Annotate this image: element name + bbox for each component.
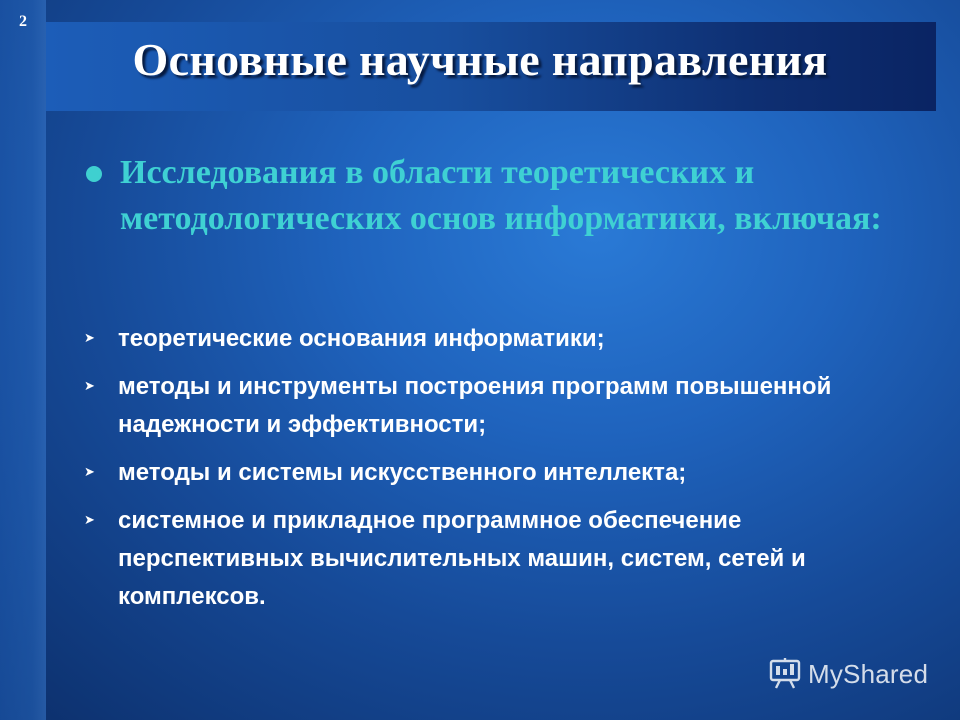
presentation-board-icon [768,657,802,691]
list-item-text: методы и инструменты построения программ повышенной надежности и эффективности; [118,373,832,438]
slide-number: 2 [19,13,27,30]
main-point [86,150,906,242]
list-item-text: методы и системы искусственного интеллекта; [118,459,687,486]
list-item-text: системное и прикладное программное обеспечение перспективных вычислительных машин, систем, сетей и комплексов. [118,507,806,610]
list-item [84,368,904,444]
left-decor-strip [0,0,46,720]
watermark-brand: MyShared [808,658,929,689]
list-item-text: теоретические основания информатики; [118,325,605,352]
list-item [84,454,904,492]
list-item [84,320,904,358]
arrow-bullet-icon: ➤ [84,379,95,394]
slide-title: Основные научные направления [132,34,828,85]
arrow-bullet-icon: ➤ [84,465,95,480]
list-item [84,502,904,616]
arrow-bullet-icon: ➤ [84,331,95,346]
sub-item-list [84,320,904,626]
main-point-text: Исследования в области теоретических и методологических основ информатики, включая: [120,154,882,237]
watermark [768,657,928,691]
bullet-dot-icon [86,166,102,182]
arrow-bullet-icon: ➤ [84,513,95,528]
